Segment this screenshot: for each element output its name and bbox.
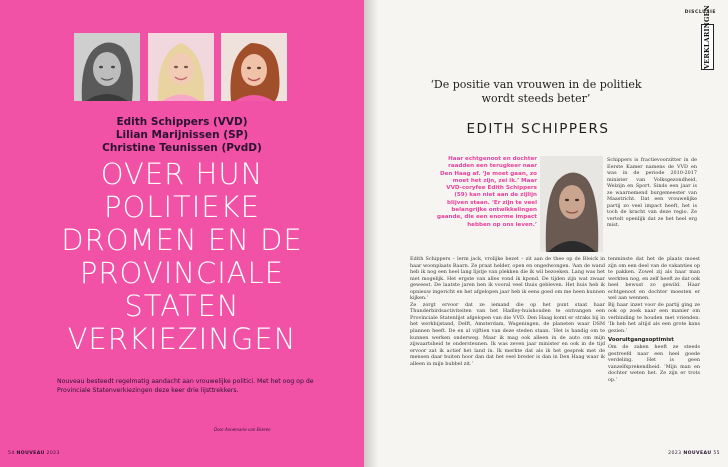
portrait-christine-image [221, 33, 287, 101]
folio-left-page: 54 [8, 451, 15, 456]
portrait-christine-teunissen [221, 33, 287, 101]
body-paragraph: Om de zaken heeft ze steeds gestreefd naar een heel goede verdeling. Het is geen vanzelfsprekendheid. ‘Mijn man en dochter weten het. Ze zijn er trots op.’ [608, 344, 700, 383]
body-column-left [410, 256, 605, 367]
name-line-2: Lilian Marijnissen (SP) [115, 129, 249, 141]
folio-right-page: 55 [713, 451, 720, 456]
folio-right [668, 451, 720, 456]
article-title: EDITH SCHIPPERS [466, 121, 610, 137]
portrait-lilian-image [148, 33, 214, 101]
headline-line-4: PROVINCIALE [79, 256, 285, 290]
body-column-right [608, 256, 700, 383]
spine-shadow [364, 0, 378, 467]
name-line-3: Christine Teunissen (PvdD) [102, 142, 262, 154]
author-credit: Door Annemarie van Ekeren [214, 427, 271, 432]
body-paragraph: Edith Schippers – lerm jack, vrolijke bezet – zit aan de thee op de Bleick in haar woonplaats Baarn. Ze praat helder, open en ongedwongen. ‘Aan de wand heb ik nog een heel lang lijstje van plekken die ik wil bezoeken. Lang was het niet mogelijk. Het ergste van alles vond ik kpond. De tijden zijn wat zwaar geweest. De laatste jaren ben ik vooral veel thuis gebleven. Het huis heb ik opnieuw ingericht en het afgelopen jaar heb ik eens goed om me heen kunnen kijken.’ [410, 256, 605, 302]
body-paragraph: Ze zorgt ervoor dat ze iemand die op het punt staat haar Thunderbirdsactiviteiten van het Hadley-huishouden te ontvangen een Provinciale Statenlijst afgelopen van die VVD. Den Haag komt er straks bij in het werkbijstand, Delft, Amsterdam, Wageningen, de planeten waar DSM plannen heeft. De en al vijftien van deze steden staan. ‘Het is handig om te kunnen werken onderweg. Maar ik mag ook alleen in de auto om mijn zijwaartsheid te ondersteunen. Ik was zeven jaar minister en ook in de tijd ervoor zat ik actief het land in. Ik merkte dat als ik het gesprek met de mensen daar buiten hoor dan dat het veel breder is dan in Den Haag waar ik alleen in mijn bubbel zit.’ [410, 301, 605, 367]
headline-line-6: VERKIEZINGEN [67, 322, 297, 356]
folio-left-year: 2023 [46, 451, 60, 456]
pull-quote: Haar echtgenoot en dochter raadden een terugkeer naar Den Haag af. ‘Je moet gaan, zo moet het zijn, zei ik.’ Maar VVD-coryfee Edith Schippers (59) kan niet aan de zijlijn blijven staan. ‘Er zijn te veel belangrijke ontwikkelingen gaande, die een enorme impact hebben op ons leven.’ [436, 156, 537, 228]
portrait-lilian-marijnissen [148, 33, 214, 101]
portrait-edith-schippers [74, 33, 140, 101]
edith-photo [540, 156, 603, 252]
headline-line-5: STATEN [124, 289, 240, 323]
headline-line-2: POLITIEKE [104, 190, 260, 224]
body-paragraph: Bij haar inzet voor de partij ging ze ook op zoek naar een manier om verbinding te houden met vrienden. ‘Ik heb het altijd als een grote kans gezien.’ [608, 301, 700, 335]
magazine-logo [701, 5, 714, 70]
article-quote: ‘De positie van vrouwen in de politiek wordt steeds beter’ [430, 78, 642, 105]
body-column-right-top: Schippers is fractievoorzitter in de Eerste Kamer namens de VVD en was in de periode 2010-2017 minister van Volksgezondheid, Welzijn en Sport. Sinds een jaar is ze waarnemend burgemeester van Maastricht. Dat een vrouwelijke partij zo veel impact heeft, het is toch de kracht van deze regio. Ze vertelt openlijk dat ze het heel erg mist. [607, 157, 697, 229]
subheading: Vooruitgangsoptimist [608, 336, 674, 343]
section-tag: DISCLUSIE [684, 10, 716, 15]
body-paragraph: tenminste dat het de plaats moest zijn om een deel van de vakanties op te pakken. Zowel zij als haar man werkten nog, en zelf heeft ze dat ook heel bewust zo gewild. Haar echtgenoot en dochter moesten er wel aan wennen. [608, 256, 700, 302]
portrait-edith-image [74, 33, 140, 101]
folio-left-brand: NOUVEAU [16, 451, 45, 456]
headline-line-3: DROMEN EN DE [61, 223, 303, 257]
magazine-logo-text: VERKLARINGEN [703, 5, 711, 69]
politician-names [0, 116, 364, 155]
folio-right-brand: NOUVEAU [683, 451, 712, 456]
edith-photo-image [540, 156, 603, 252]
intro-text: Nouveau besteedt regelmatig aandacht aan vrouwelijke politici. Met het oog op de Provinciale Statenverkiezingen deze keer drie lijsttrekkers. [57, 378, 314, 394]
folio-left [8, 451, 60, 456]
headline-line-1: OVER HUN [100, 157, 264, 191]
headline [0, 158, 364, 356]
name-line-1: Edith Schippers (VVD) [116, 116, 248, 128]
folio-right-year: 2023 [668, 451, 682, 456]
